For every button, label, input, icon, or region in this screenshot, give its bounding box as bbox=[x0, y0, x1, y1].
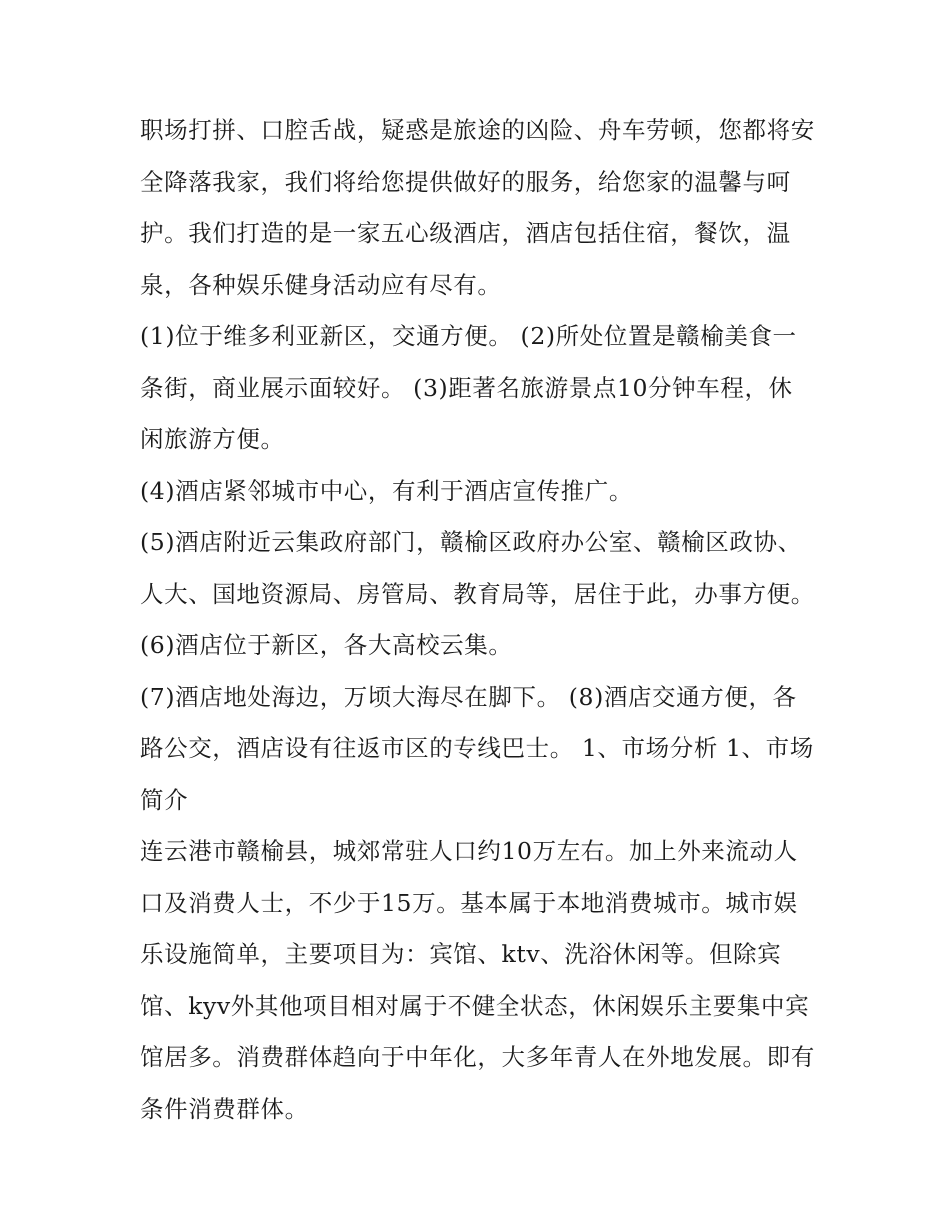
paragraph-location-7-8: (7)酒店地处海边，万顷大海尽在脚下。 (8)酒店交通方便，各路公交，酒店设有往返市区的专线巴士。 1、市场分析 1、市场简介 bbox=[140, 682, 814, 814]
paragraph-market-intro: 连云港市赣榆县，城郊常驻人口约10万左右。加上外来流动人口及消费人士，不少于15万。基本属于本地消费城市。城市娱乐设施简单，主要项目为：宾馆、ktv、洗浴休闲等。但除宾馆、kyv外其他项目相对属于不健全状态，休闲娱乐主要集中宾馆居多。消费群体趋向于中年化，大多年青人在外地发展。即有条件消费群体。 bbox=[140, 837, 815, 1123]
paragraph-intro: 职场打拼、口腔舌战，疑惑是旅途的凶险、舟车劳顿，您都将安全降落我家，我们将给您提供做好的服务，给您家的温馨与呵护。我们打造的是一家五心级酒店，酒店包括住宿，餐饮，温泉，各种娱乐健身活动应有尽有。 bbox=[140, 116, 815, 299]
paragraph-location-5-6: (5)酒店附近云集政府部门，赣榆区政府办公室、赣榆区政协、人大、国地资源局、房管局、教育局等，居住于此，办事方便。 (6)酒店位于新区，各大高校云集。 bbox=[140, 528, 815, 659]
document-body bbox=[140, 105, 816, 1135]
paragraph-location-1-3: (1)位于维多利亚新区，交通方便。 (2)所处位置是赣榆美食一条街，商业展示面较好。 (3)距著名旅游景点10分钟车程，休闲旅游方便。 bbox=[140, 322, 797, 453]
paragraph-location-4: (4)酒店紧邻城市中心，有利于酒店宣传推广。 bbox=[140, 476, 633, 505]
